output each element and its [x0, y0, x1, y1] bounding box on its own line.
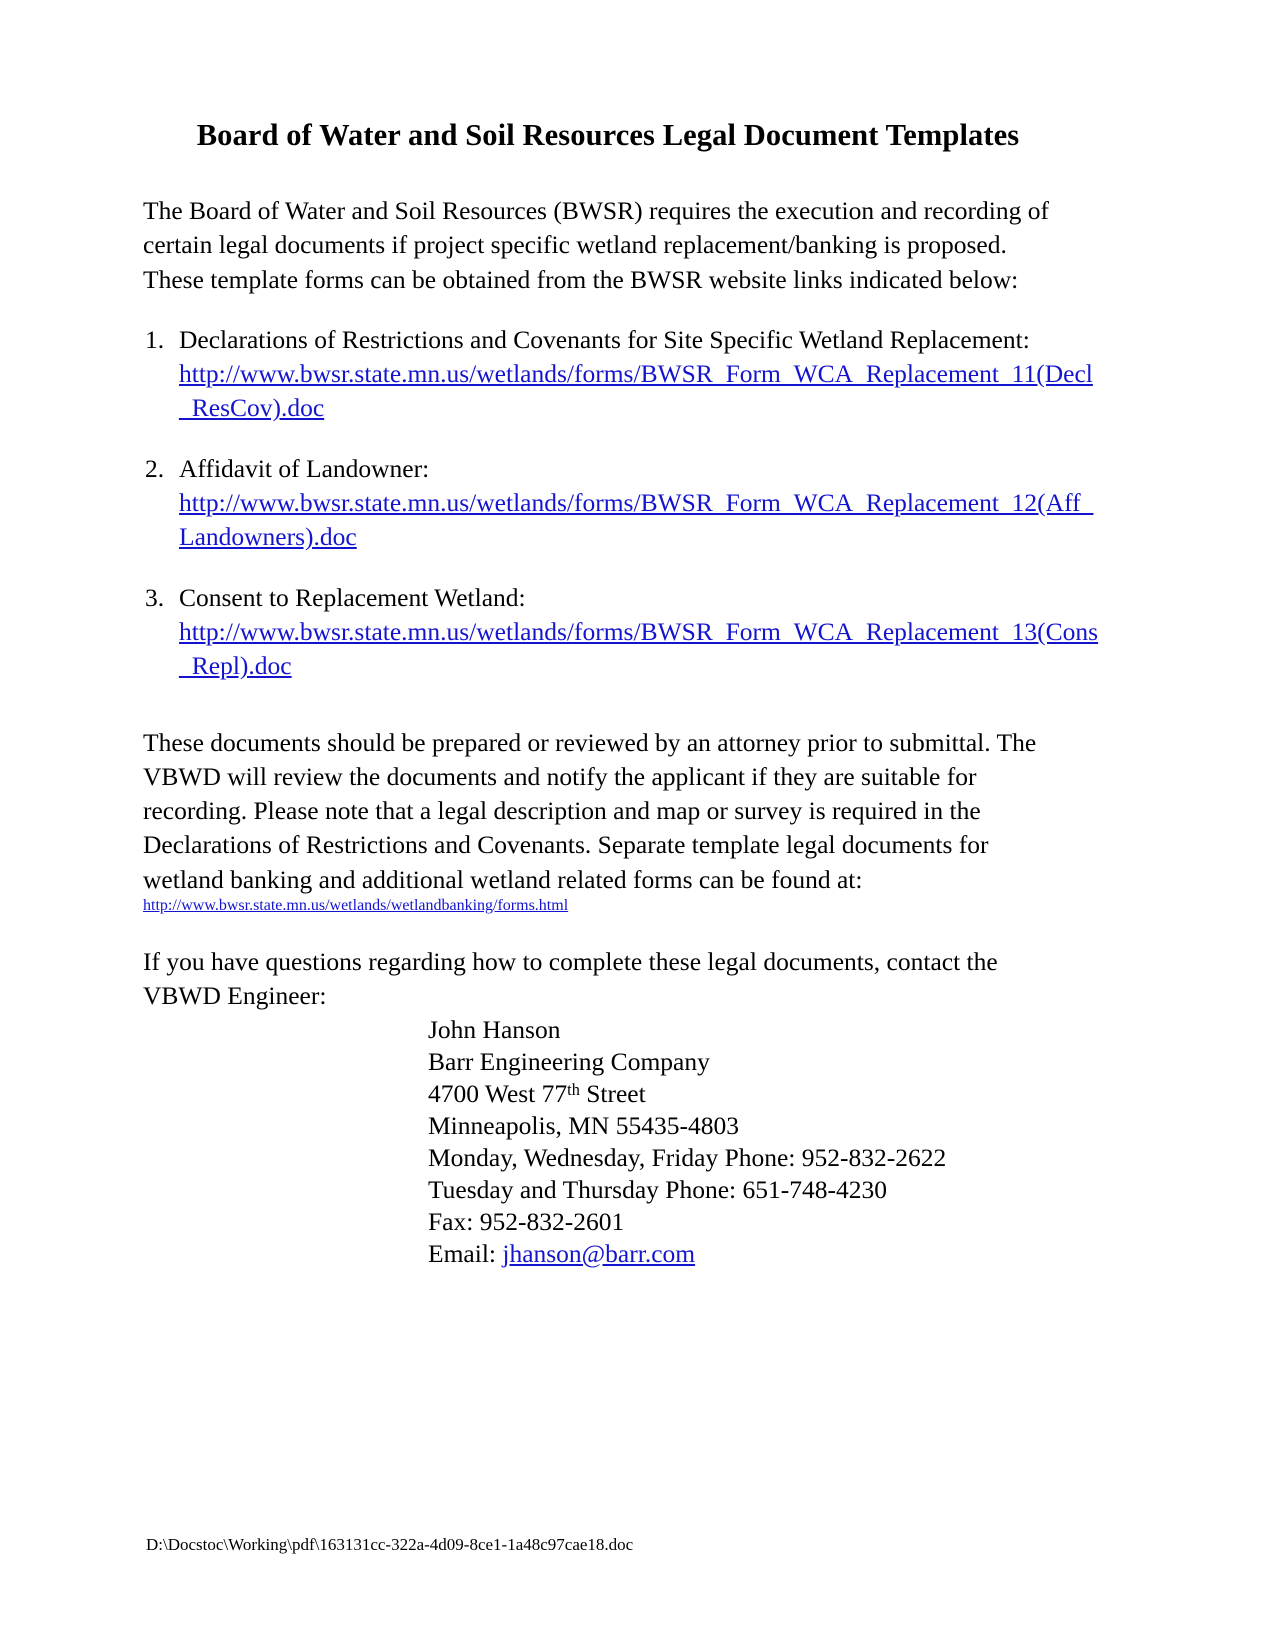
- footer-file-path: D:\Docstoc\Working\pdf\163131cc-322a-4d09-8ce1-1a48c97cae18.doc: [146, 1535, 634, 1554]
- list-marker: 3.: [145, 582, 165, 612]
- contact-street: [428, 1078, 1073, 1110]
- list-marker: 2.: [145, 453, 165, 483]
- email-link[interactable]: jhanson@barr.com: [502, 1238, 696, 1268]
- contact-city-state-zip: Minneapolis, MN 55435-4803: [428, 1110, 739, 1140]
- contact-phone-mwf: Monday, Wednesday, Friday Phone: 952-832-2622: [428, 1142, 947, 1172]
- list-item-url-line-2[interactable]: Landowners).doc: [179, 522, 357, 552]
- list-item: [143, 323, 1093, 426]
- intro-paragraph: The Board of Water and Soil Resources (BWSR) requires the execution and recording of certain legal documents if project specific wetland replacement/banking is proposed. These template forms can be obtained from the BWSR website links indicated below:: [143, 195, 1049, 294]
- list-marker: 1.: [145, 324, 165, 354]
- list-item: [143, 581, 1099, 684]
- street-ordinal: th: [567, 1079, 580, 1099]
- wetland-banking-url[interactable]: http://www.bwsr.state.mn.us/wetlands/wetlandbanking/forms.html: [143, 897, 569, 915]
- list-item-title: Declarations of Restrictions and Covenants for Site Specific Wetland Replacement:: [179, 324, 1030, 354]
- contact-name: John Hanson: [428, 1014, 561, 1044]
- street-number: 4700 West 77: [428, 1078, 568, 1108]
- contact-fax: Fax: 952-832-2601: [428, 1206, 625, 1236]
- contact-company: Barr Engineering Company: [428, 1046, 710, 1076]
- document-body: [143, 118, 1099, 1270]
- list-item-url-line-2[interactable]: _Repl).doc: [179, 651, 292, 681]
- contact-block: [143, 1014, 1073, 1270]
- street-suffix: Street: [579, 1078, 646, 1108]
- page-title: Board of Water and Soil Resources Legal Document Templates: [196, 118, 1020, 152]
- template-list: [143, 323, 1099, 684]
- email-label: Email:: [428, 1238, 503, 1268]
- spacer: [143, 710, 1073, 726]
- contact-phone-tue-thu: Tuesday and Thursday Phone: 651-748-4230: [428, 1174, 887, 1204]
- list-item: [143, 452, 1094, 555]
- list-item-url-line-2[interactable]: _ResCov).doc: [179, 393, 325, 423]
- questions-paragraph: If you have questions regarding how to complete these legal documents, contact the VBWD Engineer:: [143, 947, 998, 1011]
- list-item-title: Consent to Replacement Wetland:: [179, 582, 526, 612]
- list-item-title: Affidavit of Landowner:: [179, 453, 430, 483]
- review-paragraph: These documents should be prepared or reviewed by an attorney prior to submittal. The VBWD will review the documents and notify the applicant if they are suitable for recording. Please note that a legal description and map or survey is required in the Declarations of Restrictions and Covenants. Separate template legal documents for wetland banking and additional wetland related forms can be found at:: [143, 727, 1037, 894]
- list-item-url-line-1[interactable]: http://www.bwsr.state.mn.us/wetlands/forms/BWSR_Form_WCA_Replacement_13(Cons: [179, 616, 1099, 646]
- list-item-url-line-1[interactable]: http://www.bwsr.state.mn.us/wetlands/forms/BWSR_Form_WCA_Replacement_12(Aff_: [179, 488, 1094, 518]
- list-item-url-line-1[interactable]: http://www.bwsr.state.mn.us/wetlands/forms/BWSR_Form_WCA_Replacement_11(Decl: [179, 359, 1093, 389]
- spacer: [143, 915, 1073, 945]
- contact-email-line: [428, 1238, 1073, 1270]
